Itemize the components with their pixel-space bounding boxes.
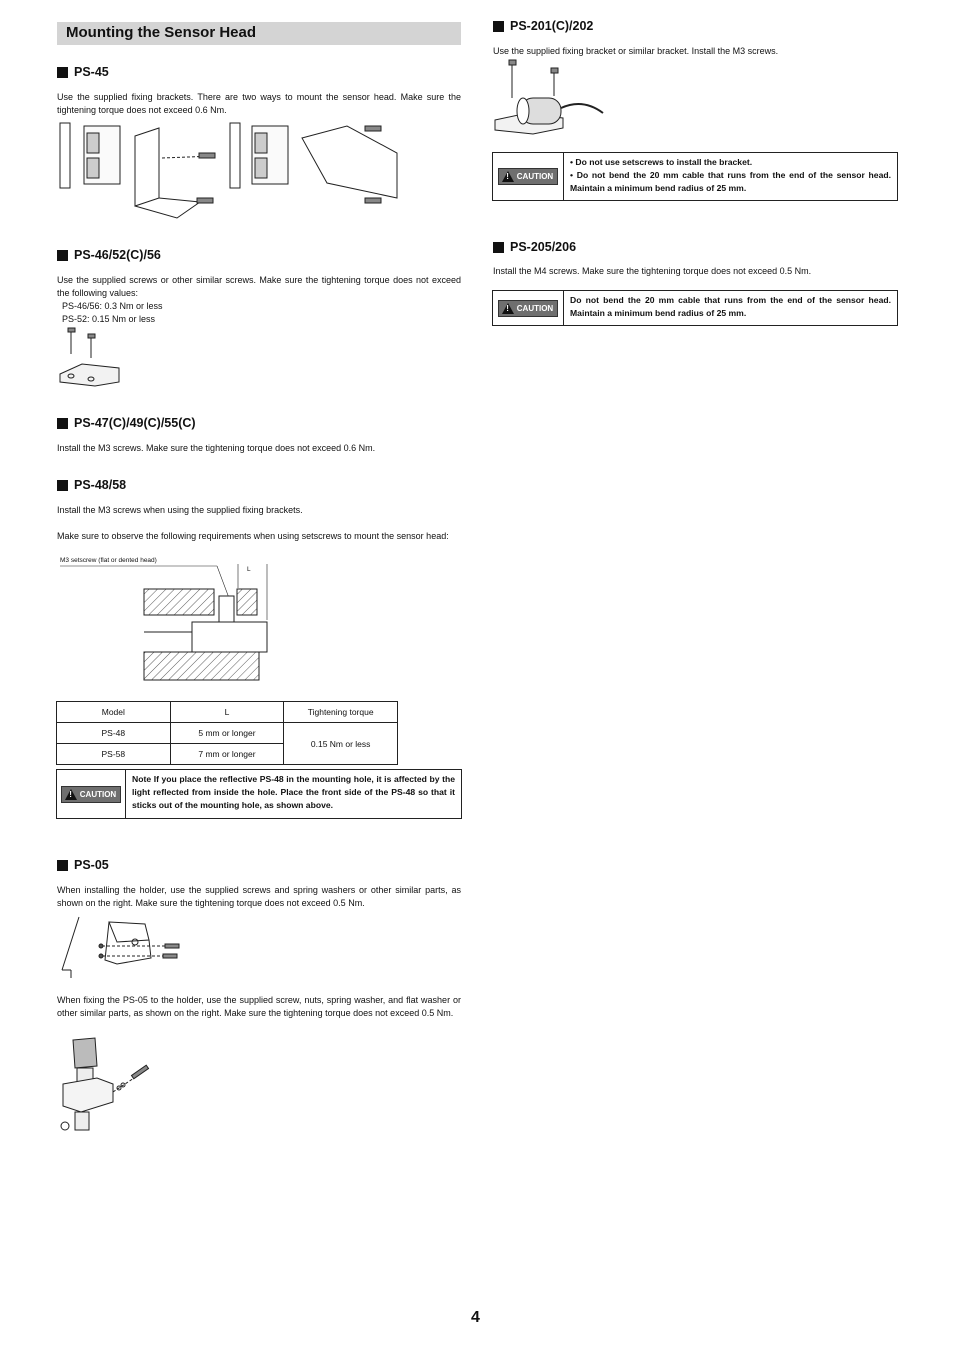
section-ps201-title: PS-201(C)/202 xyxy=(493,19,593,33)
ps201-bracket-illustration xyxy=(493,58,608,138)
ps48-setscrew-diagram xyxy=(57,562,277,684)
setscrew-label: M3 setscrew (flat or dented head) xyxy=(60,557,157,564)
caution-label-cell xyxy=(493,291,564,325)
column-header: Tightening torque xyxy=(284,702,398,723)
dimension-l-label: L xyxy=(247,566,251,573)
caution-line: • Do not use setscrews to install the bracket. xyxy=(570,157,753,167)
bullet-square-icon xyxy=(57,480,68,491)
ps205-caution-box xyxy=(492,290,898,326)
ps201-text: Use the supplied fixing bracket or similar bracket. Install the M3 screws. xyxy=(493,46,779,56)
column-header: Model xyxy=(57,702,171,723)
ps46-screw-illustration xyxy=(57,326,127,388)
table-cell-model: PS-58 xyxy=(57,744,171,765)
column-header: L xyxy=(170,702,284,723)
section-ps46-title: PS-46/52(C)/56 xyxy=(57,248,161,262)
bullet-square-icon xyxy=(57,860,68,871)
warning-triangle-icon xyxy=(502,303,514,314)
caution-badge: ! CAUTION xyxy=(498,168,558,185)
table-cell-l: 7 mm or longer xyxy=(170,744,284,765)
ps45-mounting-illustration xyxy=(57,118,461,223)
bullet-square-icon xyxy=(57,250,68,261)
table-cell-l: 5 mm or longer xyxy=(170,723,284,744)
section-ps47-title: PS-47(C)/49(C)/55(C) xyxy=(57,416,196,430)
table-cell-torque: 0.15 Nm or less xyxy=(284,723,398,765)
ps47-text: Install the M3 screws. Make sure the tightening torque does not exceed 0.6 Nm. xyxy=(57,443,376,453)
section-ps205-title: PS-205/206 xyxy=(493,240,576,254)
ps05-sensor-illustration xyxy=(57,1034,157,1134)
table-cell-model: PS-48 xyxy=(57,723,171,744)
table-row xyxy=(57,723,398,744)
ps201-caution-box xyxy=(492,152,898,201)
ps45-text: Use the supplied fixing brackets. There are two ways to mount the sensor head. Make sure the tightening torque does not exceed 0.6 Nm. xyxy=(57,92,461,115)
page-heading-banner xyxy=(57,22,461,45)
ps48-caution-box xyxy=(56,769,462,819)
section-ps05-title: PS-05 xyxy=(57,858,109,872)
ps48-spec-table xyxy=(56,701,398,765)
warning-triangle-icon xyxy=(65,789,77,800)
section-ps48-title: PS-48/58 xyxy=(57,478,126,492)
ps46-value-1: PS-46/56: 0.3 Nm or less xyxy=(62,301,163,311)
caution-label-cell xyxy=(493,153,564,200)
ps46-text: Use the supplied screws or other similar screws. Make sure the tightening torque does not exceed the following values: xyxy=(57,275,461,298)
ps05-text-2: When fixing the PS-05 to the holder, use the supplied screw, nuts, spring washer, and flat washer or other similar parts, as shown on the right. Make sure the tightening torque does not exceed 0.5 Nm. xyxy=(57,995,461,1018)
ps205-caution-text: Do not bend the 20 mm cable that runs from the end of the sensor head. Maintain a minimum bend radius of 25 mm. xyxy=(570,295,891,318)
warning-triangle-icon xyxy=(502,171,514,182)
table-header-row xyxy=(57,702,398,723)
caution-label-cell xyxy=(57,770,126,818)
ps05-holder-illustration xyxy=(57,912,187,980)
caution-badge: ! CAUTION xyxy=(61,786,121,803)
ps48-text-2: Make sure to observe the following requirements when using setscrews to mount the sensor head: xyxy=(57,531,449,541)
bullet-square-icon xyxy=(57,67,68,78)
ps205-text: Install the M4 screws. Make sure the tightening torque does not exceed 0.5 Nm. xyxy=(493,266,812,276)
section-ps45-title: PS-45 xyxy=(57,65,109,79)
bullet-square-icon xyxy=(493,21,504,32)
ps46-value-2: PS-52: 0.15 Nm or less xyxy=(62,314,156,324)
ps201-caution-text xyxy=(564,153,897,200)
ps48-text-1: Install the M3 screws when using the supplied fixing brackets. xyxy=(57,505,303,515)
page-title: Mounting the Sensor Head xyxy=(66,24,257,41)
ps05-text-1: When installing the holder, use the supplied screws and spring washers or other similar parts, as shown on the right. Make sure the tightening torque does not exceed 0.5 Nm. xyxy=(57,885,461,908)
caution-badge: ! CAUTION xyxy=(498,300,558,317)
bullet-square-icon xyxy=(57,418,68,429)
bullet-square-icon xyxy=(493,242,504,253)
page-number: 4 xyxy=(471,1309,480,1326)
caution-line: • Do not bend the 20 mm cable that runs from the end of the sensor head. Maintain a minimum bend radius of 25 mm. xyxy=(570,170,891,193)
ps48-caution-text: Note If you place the reflective PS-48 in the mounting hole, it is affected by the light reflected from inside the hole. Place the front side of the PS-48 so that it sticks out of the mounting hole, as shown above. xyxy=(132,774,455,810)
